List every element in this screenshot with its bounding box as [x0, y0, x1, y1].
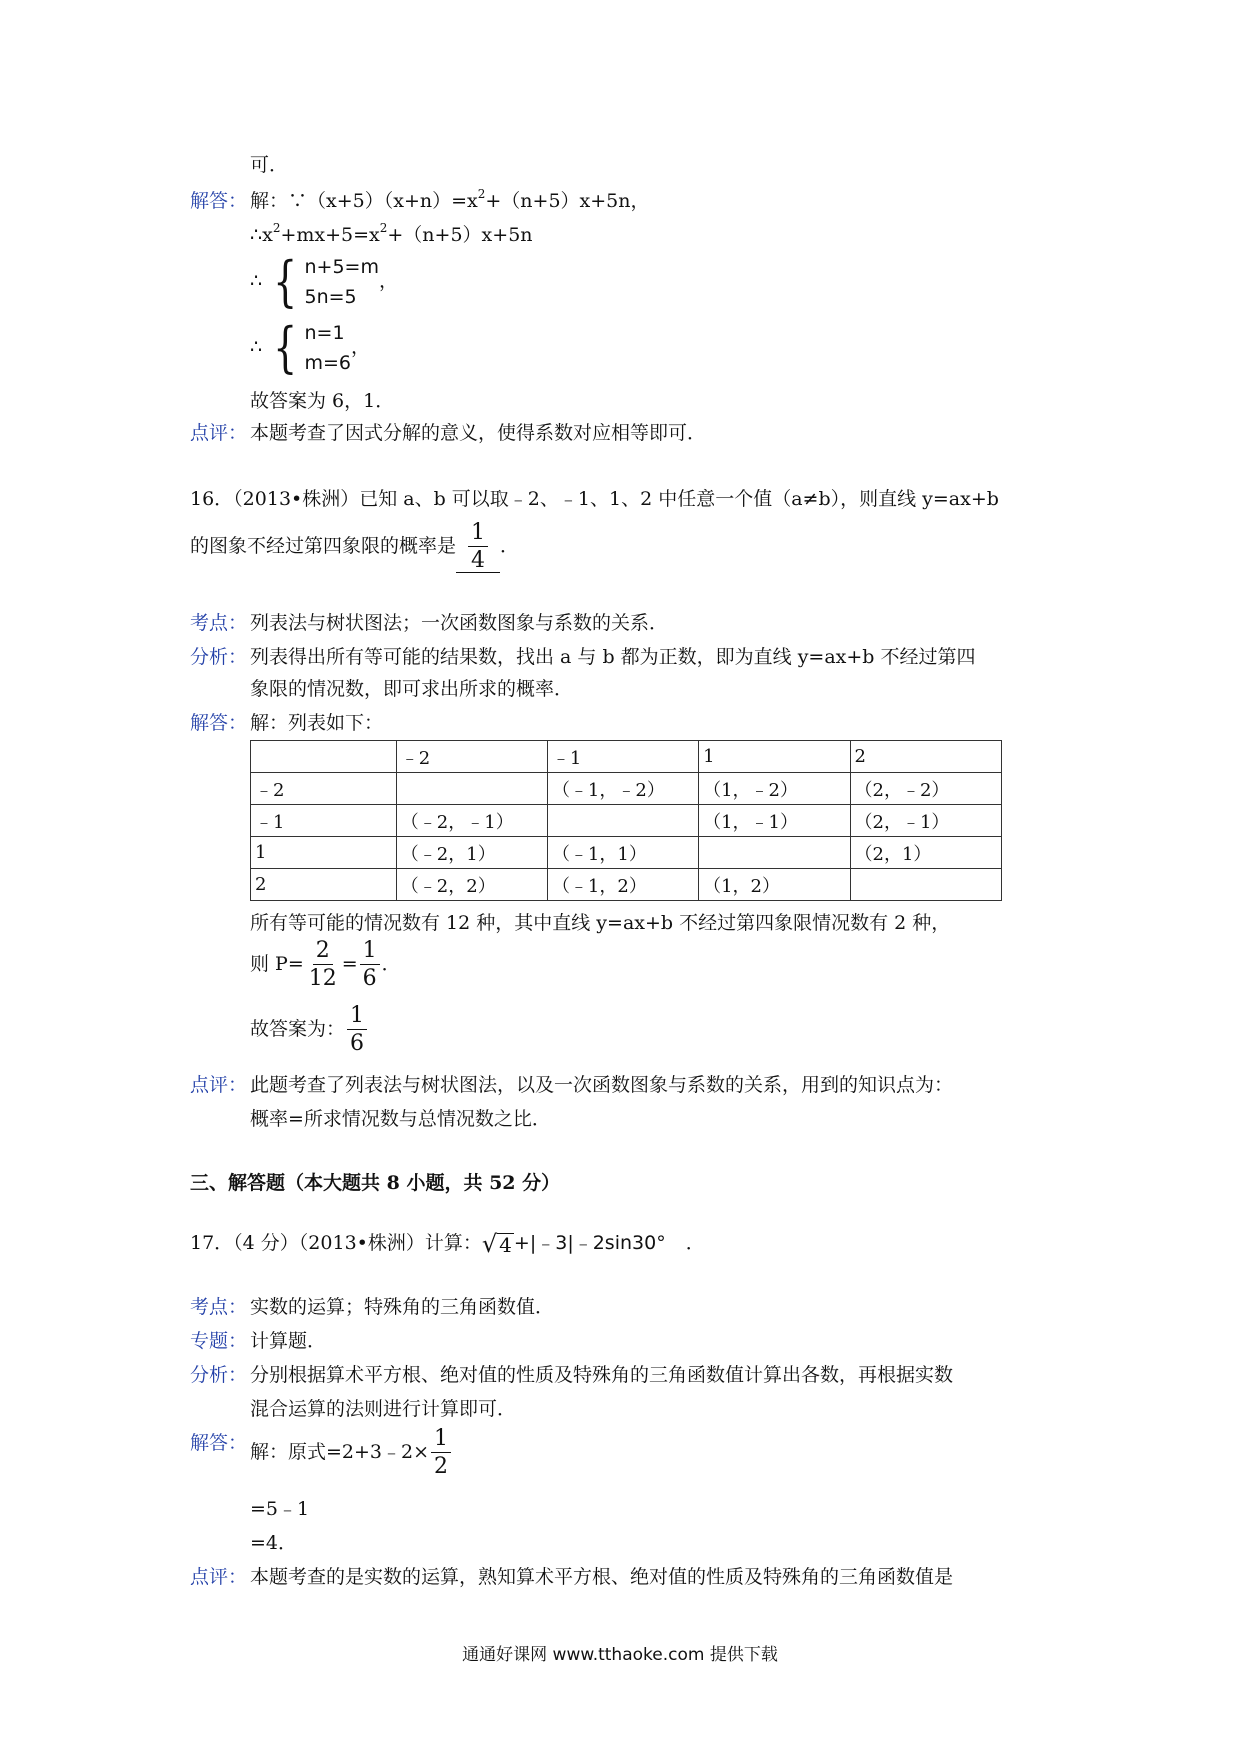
q17-kaodian-label: 考点： — [190, 1296, 248, 1318]
q17-comment: 本题考查的是实数的运算，熟知算术平方根、绝对值的性质及特殊角的三角函数值是 — [250, 1566, 954, 1588]
q17-fenxi-line1: 分别根据算术平方根、绝对值的性质及特殊角的三角函数值计算出各数，再根据实数 — [250, 1364, 954, 1386]
q16-kaodian-label: 考点： — [190, 612, 248, 634]
q17-zhuanti: 计算题． — [250, 1330, 327, 1352]
q15-answer: 故答案为 6，1． — [250, 390, 395, 412]
probability-table — [250, 740, 1002, 901]
q15-system-1: ∴ { n+5=m 5n=5 ， — [250, 250, 398, 313]
q16-solution-label: 解答： — [190, 712, 248, 734]
q16-kaodian: 列表法与树状图法；一次函数图象与系数的关系． — [250, 612, 669, 634]
q16-fenxi-line2: 象限的情况数，即可求出所求的概率． — [250, 678, 574, 700]
q16-solution-intro: 解：列表如下： — [250, 712, 384, 734]
q17-kaodian: 实数的运算；特殊角的三角函数值． — [250, 1296, 555, 1318]
section-heading: 三、解答题（本大题共 8 小题，共 52 分） — [190, 1172, 561, 1194]
q16-answer: 故答案为： $\frac{1}{6}$ — [250, 1005, 369, 1055]
q17-solution-step2: =5﹣1 — [250, 1498, 310, 1520]
table-row: ﹣1 （﹣2，﹣1） （1，﹣1） （2，﹣1） — [251, 805, 1002, 837]
q15-solution-line1: 解：$\because(x+5)(x+n)=x^2+(n+5)x+5n$， — [250, 187, 650, 212]
q16-stem-line2: 的图象不经过第四象限的概率是 $\frac{1}{4}$ ． — [190, 520, 520, 573]
q15-system-2: ∴ { n=1 m=6 ， — [250, 316, 371, 379]
q17-solution-label: 解答： — [190, 1432, 248, 1454]
q16-after-table: 所有等可能的情况数有 12 种，其中直线 y=ax+b 不经过第四象限情况数有 2 种， — [250, 912, 951, 934]
q16-comment-line1: 此题考查了列表法与树状图法，以及一次函数图象与系数的关系，用到的知识点为： — [250, 1074, 954, 1096]
q17-fenxi-label: 分析： — [190, 1364, 248, 1386]
q16-probability: 则 P= $\frac{2}{12}$ = $\frac{1}{6}$ ． — [250, 938, 401, 991]
q15-continuation: 可． — [250, 154, 289, 176]
q15-comment-label: 点评： — [190, 422, 248, 444]
table-row: 2 （﹣2，2） （﹣1，2） （1，2） — [251, 869, 1002, 901]
q16-fenxi-line1: 列表得出所有等可能的结果数，找出 a 与 b 都为正数，即为直线 y=ax+b 不经过第四 — [250, 646, 976, 668]
q15-solution-line2: $\therefore x^2+mx+5=x^2+(n+5)x+5n$ — [250, 221, 533, 246]
q16-comment-label: 点评： — [190, 1074, 248, 1096]
left-brace-icon: { — [273, 316, 298, 379]
q17-zhuanti-label: 专题： — [190, 1330, 248, 1352]
table-row: ﹣2 ﹣1 1 2 — [251, 741, 1002, 773]
sqrt-symbol: √ 4 — [481, 1230, 512, 1258]
q16-fenxi-label: 分析： — [190, 646, 248, 668]
q17-comment-label: 点评： — [190, 1566, 248, 1588]
q17-stem: 17．（4 分）（2013•株洲）计算： √ 4 +|﹣3|﹣2sin30° ． — [190, 1230, 705, 1258]
q15-solution-label: 解答： — [190, 190, 248, 212]
q16-stem-line1: 16．（2013•株洲）已知 a、b 可以取﹣2、﹣1、1、2 中任意一个值（a≠b），则直线 y=ax+b — [190, 488, 999, 510]
q17-solution-step3: =4． — [250, 1532, 298, 1554]
q16-answer-blank: $\frac{1}{4}$ — [456, 522, 500, 573]
q17-solution-line1: 解：原式=2+3﹣2× $\frac{1}{2}$ — [250, 1428, 453, 1478]
q16-comment-line2: 概率=所求情况数与总情况数之比． — [250, 1108, 551, 1130]
q15-comment: 本题考查了因式分解的意义，使得系数对应相等即可． — [250, 422, 707, 444]
page-footer: 通通好课网 www.tthaoke.com 提供下载 — [462, 1645, 778, 1665]
table-row: ﹣2 （﹣1，﹣2） （1，﹣2） （2，﹣2） — [251, 773, 1002, 805]
left-brace-icon: { — [273, 250, 298, 313]
q17-fenxi-line2: 混合运算的法则进行计算即可． — [250, 1398, 517, 1420]
table-row: 1 （﹣2，1） （﹣1，1） （2，1） — [251, 837, 1002, 869]
